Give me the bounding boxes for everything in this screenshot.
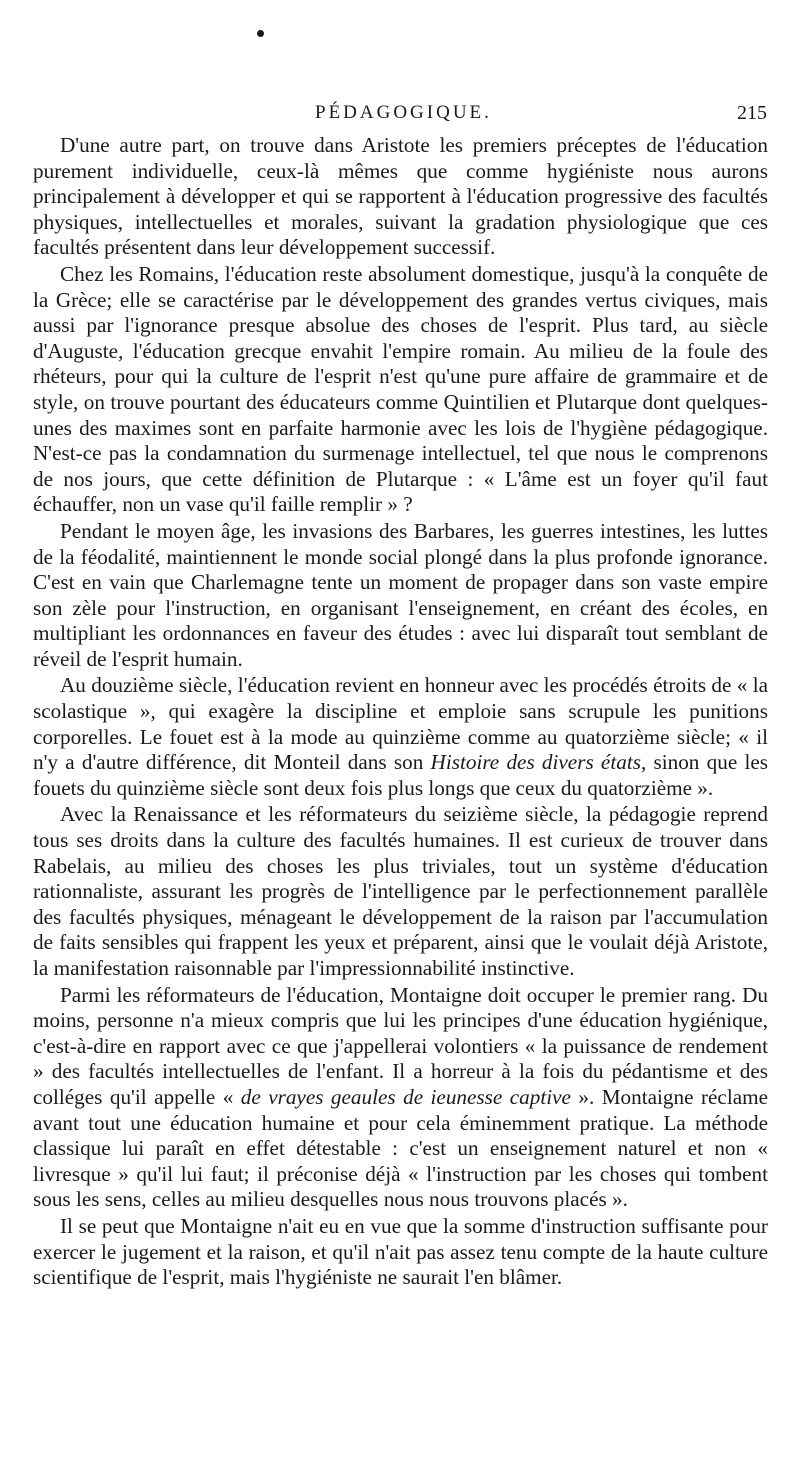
text-segment: , sinon que les fouets du quinzième siècle sont deux fois plus longs que ceux du quatorzième ». [33,750,768,800]
text-segment: Il se peut que Montaigne n'ait eu en vue que la somme d'instruction suffisante pour exercer le jugement et la raison, et qu'il n'ait pas assez tenu compte de la haute culture scientifique de l'esprit, mais l'hygiéniste ne saurait l'en blâmer. [33,1213,768,1290]
italic-text-segment: de vrayes geaules de ieunesse captive [240,1084,571,1109]
page-number: 215 [737,102,767,124]
text-segment: Chez les Romains, l'éducation reste absolument domestique, jusqu'à la conquête de la Grèce; elle se caractérise par le développement des grandes vertus civiques, mais aussi par l'ignorance presque absolue des choses de l'esprit. Plus tard, au siècle d'Auguste, l'éducation grecque envahit l'empire romain. Au milieu de la foule des rhéteurs, pour qui la culture de l'esprit n'est qu'une pure affaire de grammaire et de style, on trouve pourtant des éducateurs comme Quintilien et Plutarque dont quelques-unes des maximes sont en parfaite harmonie avec les lois de l'hygiène pédagogique. N'est-ce pas la condamnation du surmenage intellectuel, tel que nous le comprenons de nos jours, que cette définition de Plutarque : « L'âme est un foyer qu'il faut échauffer, non un vase qu'il faille remplir » ? [33,261,768,517]
paragraph [33,519,768,673]
paragraph [33,983,768,1213]
running-header [0,102,800,132]
text-segment: Parmi les réformateurs de l'éducation, Montaigne doit occuper le premier rang. Du moins, personne n'a mieux compris que lui les principes d'une éducation hygiénique, c'est-à-dire en rapport avec ce que j'appellerai volontiers « la puissance de rendement » des facultés intellectuelles de l'enfant. Il a horreur à la fois du pédantisme et des colléges qu'il appelle « [33,982,768,1109]
italic-text-segment: Histoire des divers états [430,750,641,775]
text-segment: Au douzième siècle, l'éducation revient en honneur avec les procédés étroits de « la scolastique », qui exagère la discipline et emploie sans scrupule les punitions corporelles. Le fouet est à la mode au quinzième comme au quatorzième siècle; « il n'y a d'autre différence, dit Monteil dans son [33,673,768,775]
text-segment: Avec la Renaissance et les réformateurs du seizième siècle, la pédagogie reprend tous ses droits dans la culture des facultés humaines. Il est curieux de trouver dans Rabelais, au milieu des choses les plus triviales, tout un système d'éducation rationnaliste, assurant les progrès de l'intelligence par le perfectionnement parallèle des facultés physiques, ménageant le développement de la raison par l'accumulation de faits sensibles qui frappent les yeux et préparent, ainsi que le voulait déjà Aristote, la manifestation raisonnable par l'impressionnabilité instinctive. [33,802,768,980]
text-segment: ». Montaigne réclame avant tout une éducation humaine et pour cela éminemment pratique. La méthode classique lui paraît en effet détestable : c'est un enseignement naturel et non « livresque » qu'il lui faut; il préconise déjà « l'instruction par les choses qui tombent sous les sens, celles au milieu desquelles nous nous trouvons placés ». [33,1084,768,1212]
paragraph [33,673,768,801]
running-title: PÉDAGOGIQUE. [315,102,492,123]
paragraph [33,1214,768,1291]
paragraph [33,262,768,518]
body-text [33,133,768,1291]
ink-dot-mark [257,30,264,37]
text-segment: D'une autre part, on trouve dans Aristote les premiers préceptes de l'éducation purement individuelle, ceux-là mêmes que comme hygiéniste nous aurons principalement à développer et qui se rapportent à l'éducation progressive des facultés physiques, intellectuelles et morales, suivant la gradation physiologique que ces facultés présentent dans leur développement successif. [33,133,768,260]
text-segment: Pendant le moyen âge, les invasions des Barbares, les guerres intestines, les luttes de la féodalité, maintiennent le monde social plongé dans la plus profonde ignorance. C'est en vain que Charlemagne tente un moment de propager dans son vaste empire son zèle pour l'instruction, en organisant l'enseignement, en créant des écoles, en multipliant les ordonnances en faveur des études : avec lui disparaît tout semblant de réveil de l'esprit humain. [33,518,768,671]
paragraph [33,802,768,981]
paragraph [33,133,768,261]
